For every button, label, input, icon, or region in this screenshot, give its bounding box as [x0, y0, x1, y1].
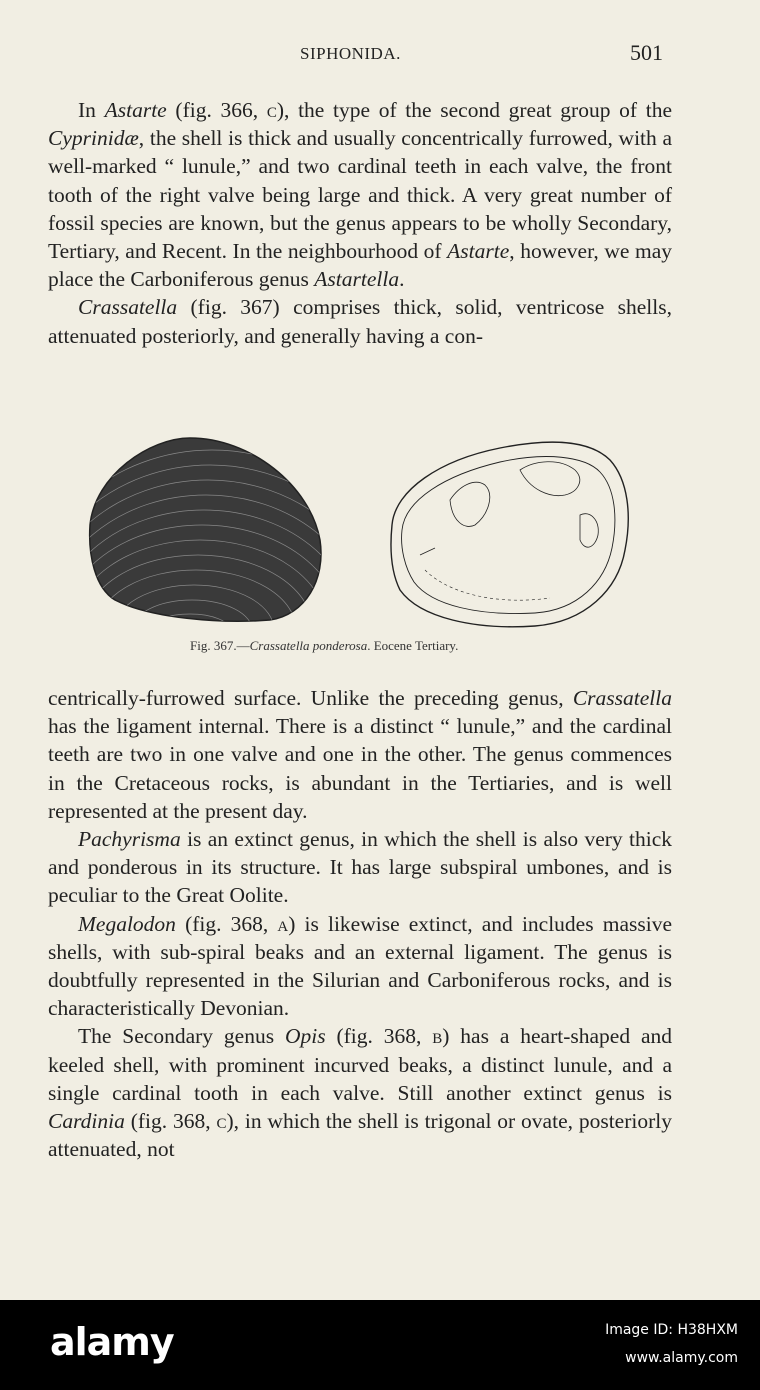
watermark-footer: [0, 1300, 760, 1390]
shell-interior-drawing: [391, 442, 628, 627]
text-block-bottom: [48, 684, 672, 1163]
section-title: SIPHONIDA.: [300, 44, 401, 63]
running-head: [0, 40, 760, 70]
shell-illustrations: [80, 430, 640, 635]
figure-367: [80, 430, 640, 645]
site-url: www.alamy.com: [625, 1350, 738, 1366]
text-block-top: [48, 96, 672, 350]
page-number: 501: [630, 40, 663, 65]
shell-exterior-drawing: [80, 438, 402, 635]
paragraph-megalodon: Megalodon (fig. 368, a) is likewise extinct, and includes massive shells, with sub-spiral beaks and an external ligament. The genus is doubtfully represented in the Silurian and Carboniferous rocks, and is characteristically Devonian.: [48, 911, 672, 1021]
figure-caption: Fig. 367.—Crassatella ponderosa. Eocene Tertiary.: [190, 638, 459, 653]
paragraph-opis: The Secondary genus Opis (fig. 368, b) has a heart-shaped and keeled shell, with prominent incurved beaks, a distinct lunule, and a single cardinal tooth in each valve. Still another extinct genus is Cardinia (fig. 368, c), in which the shell is trigonal or ovate, posteriorly attenuated, not: [48, 1024, 672, 1162]
paragraph-crassatella: Crassatella (fig. 367) comprises thick, solid, ventricose shells, attenuated posteriorly, and generally having a con-: [48, 295, 672, 348]
paragraph-astarte: In Astarte (fig. 366, c), the type of the second great group of the Cyprinidæ, the shell is thick and usually concentrically furrowed, with a well-marked “ lunule,” and two cardinal teeth in each valve, the front tooth of the right valve being large and thick. A very great number of fossil species are known, but the genus appears to be wholly Secondary, Tertiary, and Recent. In the neighbourhood of Astarte, however, we may place the Carboniferous genus Astartella.: [48, 98, 673, 292]
brand-logo: alamy: [50, 1320, 174, 1364]
image-id: Image ID: H38HXM: [605, 1322, 738, 1338]
paragraph-crassatella-cont: centrically-furrowed surface. Unlike the preceding genus, Crassatella has the ligament internal. There is a distinct “ lunule,” and the cardinal teeth are two in one valve and one in the other. The genus commences in the Cretaceous rocks, is abundant in the Tertiaries, and is well represented at the present day.: [48, 686, 672, 823]
paragraph-pachyrisma: Pachyrisma is an extinct genus, in which the shell is also very thick and ponderous in its structure. It has large subspiral umbones, and is peculiar to the Great Oolite.: [48, 827, 672, 908]
